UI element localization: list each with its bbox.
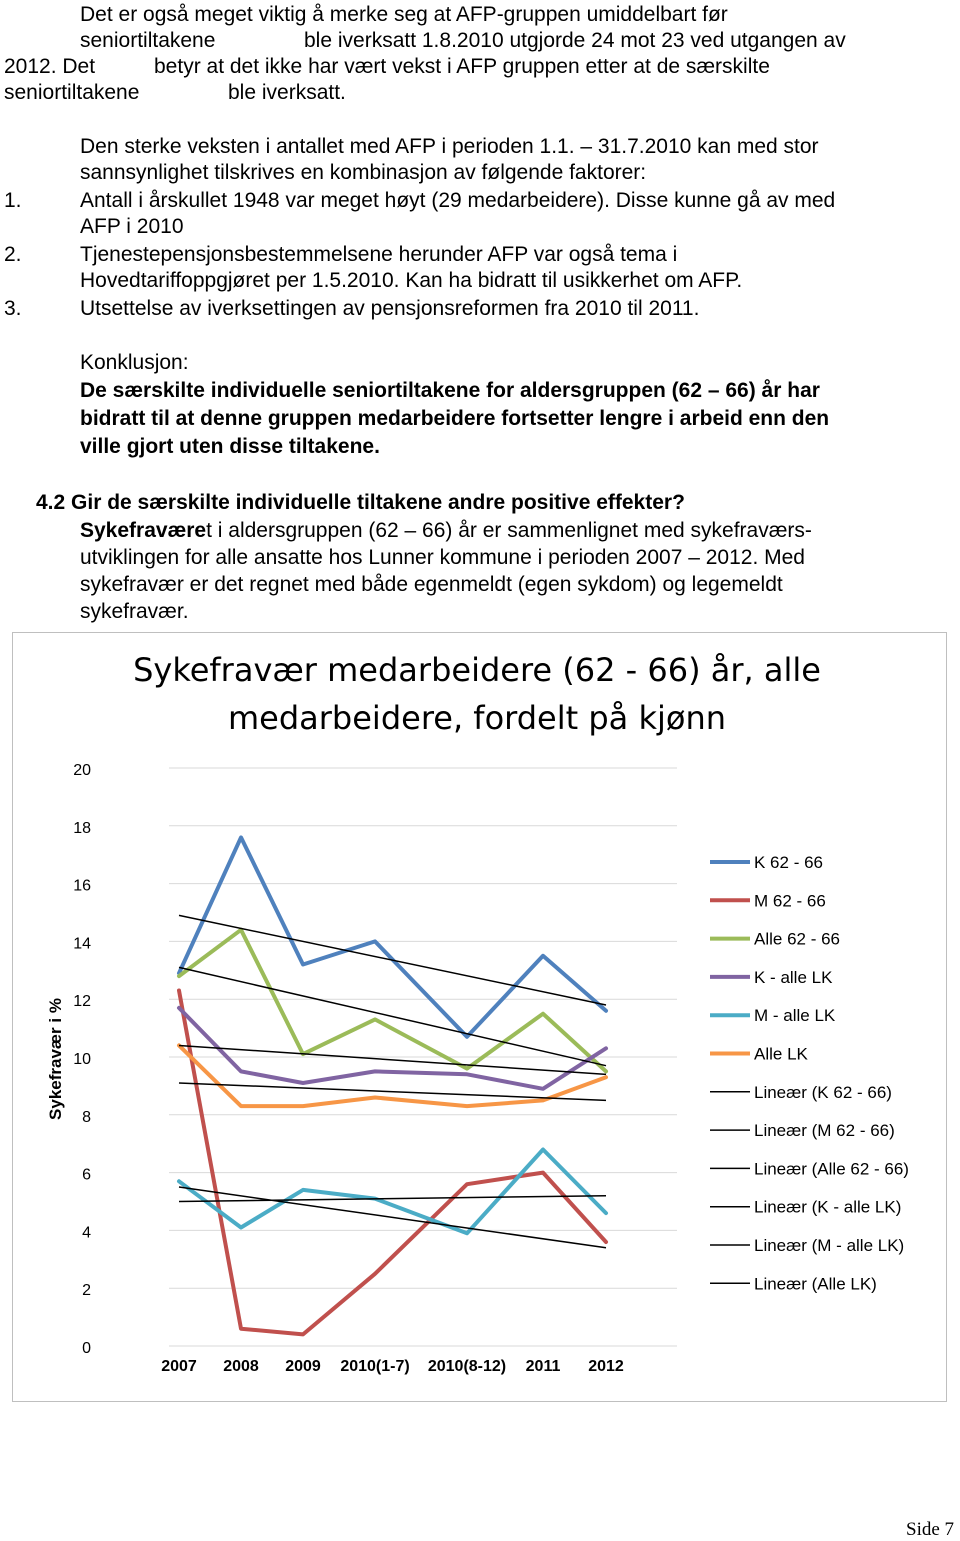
factor-item-2-line-2: Hovedtariffoppgjøret per 1.5.2010. Kan ha bidratt til usikkerhet om AFP. (80, 269, 743, 292)
series-line (179, 991, 606, 1335)
factor-item-2-line-1: Tjenestepensjonsbestemmelsene herunder AFP var også tema i (80, 243, 678, 266)
intro-line-1: Det er også meget viktig å merke seg at AFP-gruppen umiddelbart før (80, 3, 728, 26)
intro-line-4b: ble iverksatt. (228, 81, 346, 104)
legend-label: Lineær (Alle LK) (754, 1274, 877, 1294)
y-tick-label: 6 (82, 1166, 91, 1184)
factors-lead-1: Den sterke veksten i antallet med AFP i perioden 1.1. – 31.7.2010 kan med stor (80, 135, 819, 158)
y-tick-label: 20 (73, 762, 91, 779)
conclusion-heading: Konklusjon: (80, 351, 189, 374)
y-tick-label: 12 (73, 993, 91, 1011)
factor-number: 3. (4, 297, 22, 320)
factor-number: 2. (4, 243, 22, 266)
legend-label: M 62 - 66 (754, 891, 826, 911)
x-tick-label: 2008 (223, 1358, 259, 1375)
legend-label: Alle 62 - 66 (754, 929, 840, 949)
section-line-4: sykefravær. (80, 600, 189, 623)
x-tick-label: 2011 (525, 1358, 561, 1375)
page-number: Side 7 (906, 1519, 955, 1540)
factor-item-1-line-1: Antall i årskullet 1948 var meget høyt (29 medarbeidere). Disse kunne gå av med (80, 189, 836, 212)
factor-item-1-line-2: AFP i 2010 (80, 215, 184, 238)
chart-frame (12, 632, 947, 1402)
y-tick-label: 8 (82, 1108, 91, 1126)
section-line-2: utviklingen for alle ansatte hos Lunner kommune i perioden 2007 – 2012. Med (80, 546, 805, 569)
x-tick-label: 2009 (285, 1358, 321, 1375)
y-tick-label: 4 (82, 1224, 91, 1242)
conclusion-line-2: bidratt til at denne gruppen medarbeidere fortsetter lengre i arbeid enn den (80, 407, 830, 430)
section-line-3: sykefravær er det regnet med både egenmeldt (egen sykdom) og legemeldt (80, 573, 783, 596)
series-line (179, 1150, 606, 1234)
y-axis-label: Sykefravær i % (46, 998, 65, 1120)
section-line-1-rest: t i aldersgruppen (62 – 66) år er sammenlignet med sykefraværs- (206, 519, 812, 542)
y-tick-label: 10 (73, 1051, 91, 1068)
intro-line-2b: ble iverksatt 1.8.2010 utgjorde 24 mot 23 ved utgangen av (304, 29, 846, 52)
sick-leave-line-chart (13, 633, 946, 1401)
legend-label: Alle LK (754, 1044, 808, 1064)
intro-line-4a: seniortiltakene (4, 81, 140, 104)
conclusion-line-1: De særskilte individuelle seniortiltakene for aldersgruppen (62 – 66) år har (80, 379, 820, 402)
y-tick-label: 16 (73, 877, 91, 895)
legend-label: M - alle LK (754, 1006, 836, 1026)
x-tick-label: 2010(1-7) (340, 1358, 410, 1375)
y-tick-label: 18 (73, 819, 91, 837)
legend-label: Lineær (M 62 - 66) (754, 1121, 895, 1141)
section-line-1 (80, 518, 812, 544)
legend-label: K 62 - 66 (754, 853, 823, 872)
legend-label: Lineær (K - alle LK) (754, 1197, 902, 1217)
legend-label: Lineær (M - alle LK) (754, 1236, 905, 1255)
conclusion-line-3: ville gjort uten disse tiltakene. (80, 435, 380, 458)
series-line (179, 1045, 606, 1106)
legend-label: K - alle LK (754, 967, 833, 987)
x-tick-label: 2007 (161, 1358, 197, 1375)
y-tick-label: 0 (82, 1340, 91, 1357)
chart-title-line-2: medarbeidere, fordelt på kjønn (227, 699, 727, 737)
series-line (179, 1008, 606, 1089)
intro-line-2a: seniortiltakene (80, 29, 216, 52)
legend-label: Lineær (K 62 - 66) (754, 1082, 892, 1102)
chart-title-line-1: Sykefravær medarbeidere (62 - 66) år, alle (133, 651, 821, 689)
section-line-1-bold: Sykefravære (80, 519, 207, 542)
y-tick-label: 2 (82, 1282, 91, 1300)
y-tick-label: 14 (73, 935, 91, 953)
factor-number: 1. (4, 189, 22, 212)
factor-item-3-line-1: Utsettelse av iverksettingen av pensjonsreformen fra 2010 til 2011. (80, 297, 700, 320)
x-tick-label: 2012 (588, 1358, 624, 1375)
intro-line-3a: 2012. Det (4, 55, 96, 78)
x-tick-label: 2010(8-12) (427, 1358, 507, 1375)
intro-line-3b: betyr at det ikke har vært vekst i AFP gruppen etter at de særskilte (154, 55, 770, 78)
legend-label: Lineær (Alle 62 - 66) (754, 1159, 909, 1179)
factors-lead-2: sannsynlighet tilskrives en kombinasjon av følgende faktorer: (80, 161, 647, 184)
section-heading: 4.2 Gir de særskilte individuelle tiltakene andre positive effekter? (36, 491, 685, 514)
trendline (179, 915, 606, 1005)
